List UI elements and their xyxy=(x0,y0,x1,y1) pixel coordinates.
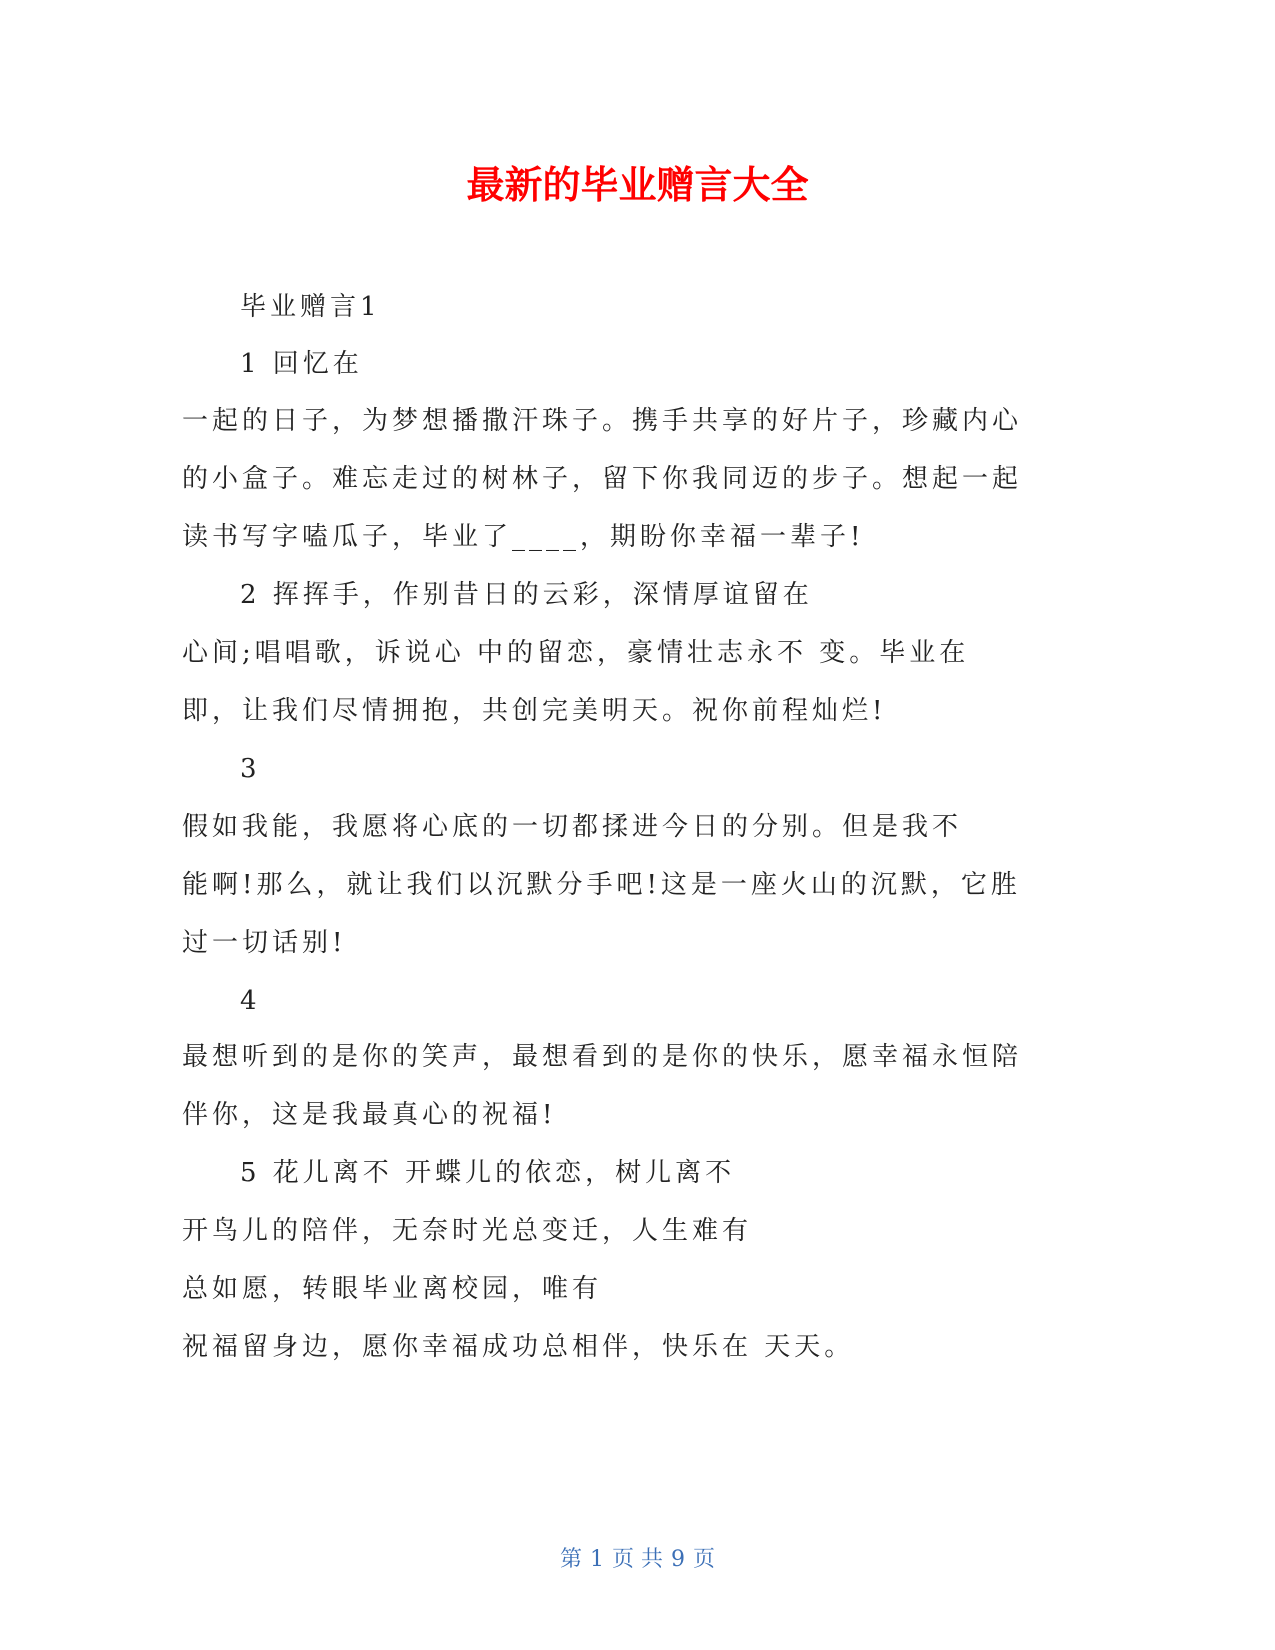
paragraph-line: 开鸟儿的陪伴，无奈时光总变迁，人生难有 xyxy=(182,1216,753,1246)
paragraph-line: 祝福留身边，愿你幸福成功总相伴，快乐在 天天。 xyxy=(182,1332,855,1362)
paragraph-line: 假如我能，我愿将心底的一切都揉进今日的分别。但是我不 xyxy=(182,812,963,842)
section-heading: 毕业赠言1 xyxy=(240,292,381,322)
paragraph-line: 总如愿，转眼毕业离校园，唯有 xyxy=(182,1274,603,1304)
paragraph-line: 心间;唱唱歌，诉说心 中的留恋，豪情壮志永不 变。毕业在 xyxy=(182,638,970,668)
document-title: 最新的毕业赠言大全 xyxy=(466,163,809,207)
paragraph-line: 能啊!那么，就让我们以沉默分手吧!这是一座火山的沉默，它胜 xyxy=(182,870,1021,900)
footer-total-pages: 9 xyxy=(671,1547,685,1572)
footer-suffix: 页 xyxy=(693,1547,716,1572)
footer-prefix: 第 xyxy=(559,1547,582,1572)
paragraph-line: 2 挥挥手，作别昔日的云彩，深情厚谊留在 xyxy=(240,580,813,610)
paragraph-line: 的小盒子。难忘走过的树林子，留下你我同迈的步子。想起一起 xyxy=(182,464,1023,494)
footer-current-page: 1 xyxy=(590,1547,604,1572)
paragraph-line: 伴你，这是我最真心的祝福! xyxy=(182,1100,557,1130)
footer-middle: 页 共 xyxy=(612,1547,663,1572)
paragraph-line: 一起的日子，为梦想播撒汗珠子。携手共享的好片子，珍藏内心 xyxy=(182,406,1023,436)
paragraph-line: 最想听到的是你的笑声，最想看到的是你的快乐，愿幸福永恒陪 xyxy=(182,1042,1023,1072)
paragraph-line: 1 回忆在 xyxy=(240,349,363,379)
paragraph-line: 读书写字嗑瓜子，毕业了____，期盼你幸福一辈子! xyxy=(182,522,865,552)
page-footer xyxy=(0,1545,1275,1575)
paragraph-line: 4 xyxy=(240,986,261,1016)
paragraph-line: 即，让我们尽情拥抱，共创完美明天。祝你前程灿烂! xyxy=(182,696,887,726)
paragraph-line: 3 xyxy=(240,754,261,784)
paragraph-line: 过一切话别! xyxy=(182,928,347,958)
paragraph-line: 5 花儿离不 开蝶儿的依恋，树儿离不 xyxy=(240,1158,736,1188)
